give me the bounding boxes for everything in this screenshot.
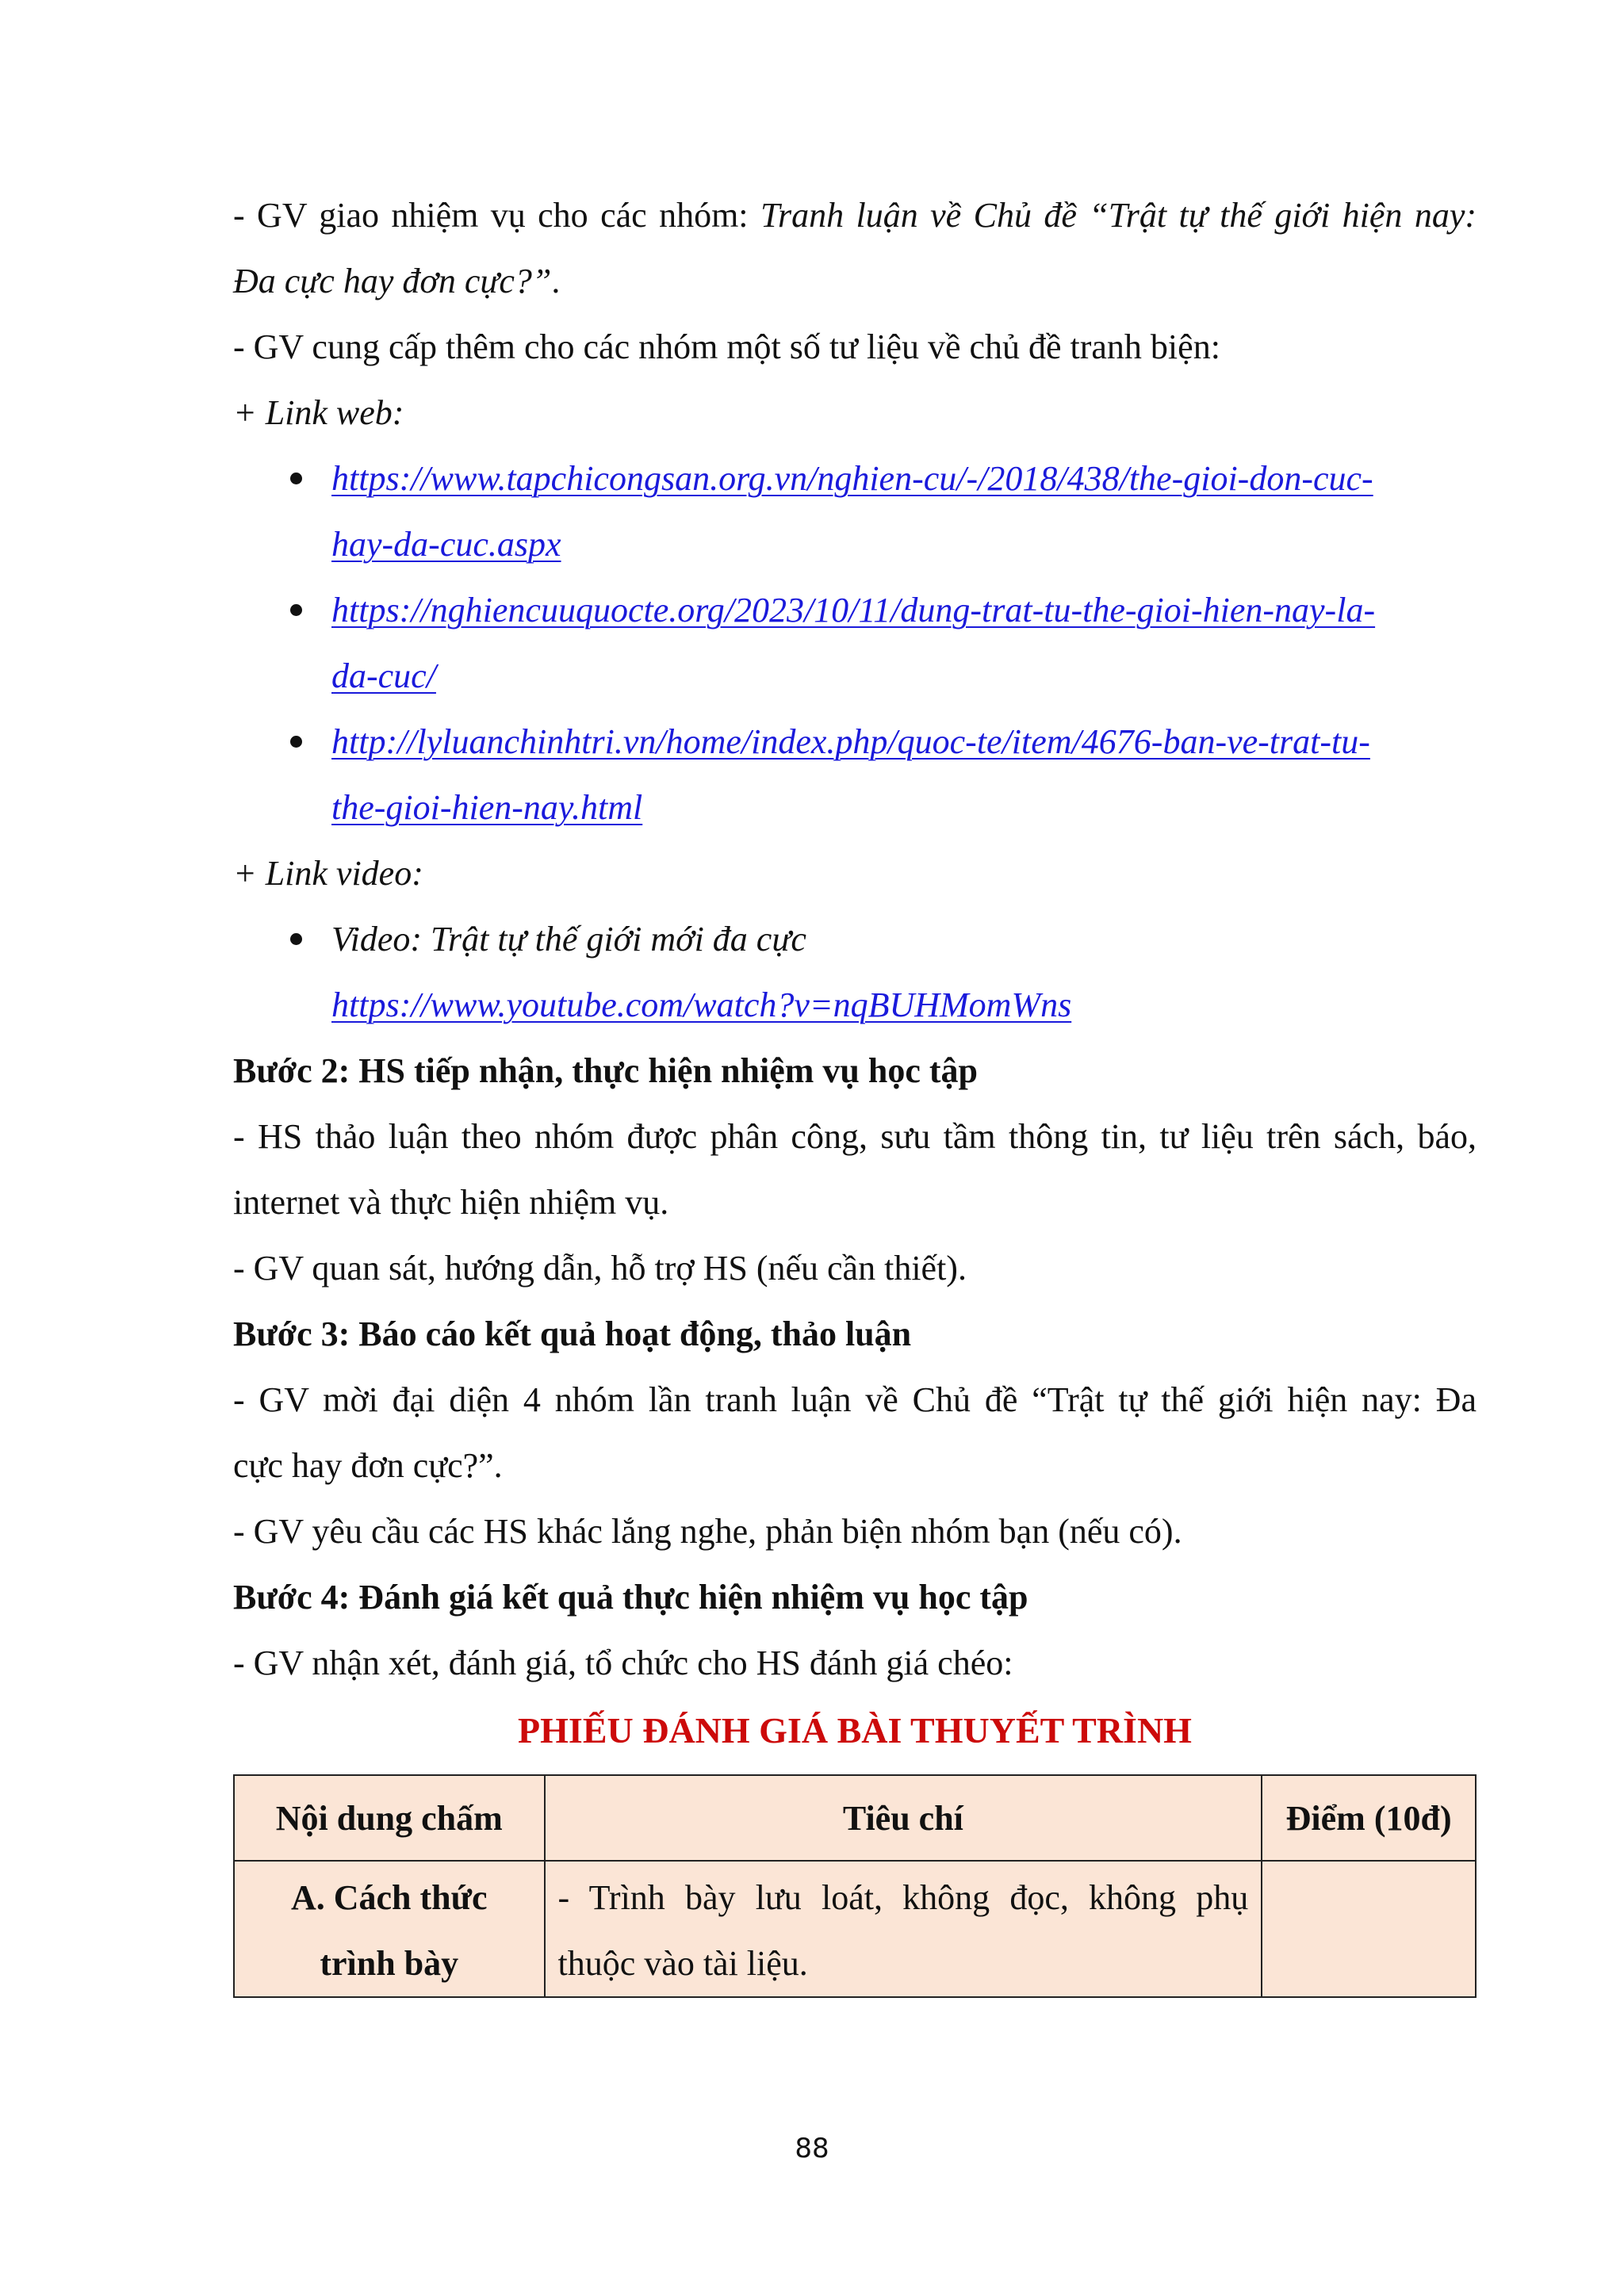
paragraph-materials: - GV cung cấp thêm cho các nhóm một số tư liệu về chủ đề tranh biện: [233, 327, 1220, 366]
task-topic-line1: Tranh luận về Chủ đề “Trật tự thế giới hiện nay: [760, 196, 1477, 235]
cell-content-line1: A. Cách thức [290, 1878, 488, 1917]
paragraph-task-cont [233, 248, 1477, 314]
cell-score [1262, 1861, 1476, 1997]
video-link[interactable]: https://www.youtube.com/watch?v=nqBUHMomWns [331, 985, 1072, 1024]
video-title: Video: Trật tự thế giới mới đa cực [331, 920, 806, 959]
step3-text-line2: cực hay đơn cực?”. [233, 1446, 503, 1485]
task-end: . [551, 262, 561, 300]
step4-heading: Bước 4: Đánh giá kết quả thực hiện nhiệm vụ học tập [233, 1578, 1028, 1617]
step2-heading: Bước 2: HS tiếp nhận, thực hiện nhiệm vụ học tập [233, 1051, 978, 1090]
link-web-label: + Link web: [233, 393, 404, 432]
task-prefix: - GV giao nhiệm vụ cho các nhóm: [233, 196, 760, 235]
cell-criteria [545, 1861, 1262, 1997]
step3-text-line3: - GV yêu cầu các HS khác lắng nghe, phản biện nhóm bạn (nếu có). [233, 1512, 1182, 1551]
table-row [234, 1861, 1476, 1997]
document-body [233, 182, 1477, 1763]
step2-text-line2: internet và thực hiện nhiệm vụ. [233, 1183, 669, 1222]
evaluation-table [233, 1774, 1477, 1998]
cell-criteria-line2: thuộc vào tài liệu. [557, 1944, 808, 1983]
web-link-1[interactable]: https://www.tapchicongsan.org.vn/nghien-cu/-/2018/438/the-gioi-don-cuc- [331, 459, 1373, 498]
list-item [233, 709, 1477, 840]
cell-content [234, 1861, 545, 1997]
step4-text-line1: - GV nhận xét, đánh giá, tổ chức cho HS đánh giá chéo: [233, 1644, 1013, 1682]
list-item [233, 577, 1477, 709]
web-link-2[interactable]: https://nghiencuuquocte.org/2023/10/11/dung-trat-tu-the-gioi-hien-nay-la- [331, 591, 1376, 629]
header-criteria: Tiêu chí [545, 1775, 1262, 1861]
paragraph-task [233, 182, 1477, 248]
page-number: 88 [795, 2133, 829, 2164]
cell-criteria-line1: - Trình bày lưu loát, không đọc, không phụ [557, 1878, 1249, 1917]
step3-text-line1: - GV mời đại diện 4 nhóm lần tranh luận về Chủ đề “Trật tự thế giới hiện nay: Đa [233, 1380, 1477, 1419]
step2-text-line1: - HS thảo luận theo nhóm được phân công, sưu tầm thông tin, tư liệu trên sách, báo, [233, 1117, 1477, 1156]
list-item [233, 906, 1477, 1038]
table-header-row [234, 1775, 1476, 1861]
step2-text-line3: - GV quan sát, hướng dẫn, hỗ trợ HS (nếu cần thiết). [233, 1249, 967, 1288]
list-item [233, 446, 1477, 577]
web-link-1-cont[interactable]: hay-da-cuc.aspx [331, 525, 561, 564]
form-title: PHIẾU ĐÁNH GIÁ BÀI THUYẾT TRÌNH [518, 1710, 1192, 1751]
task-topic-line2: Đa cực hay đơn cực?” [233, 262, 552, 300]
header-score: Điểm (10đ) [1262, 1775, 1476, 1861]
step3-heading: Bước 3: Báo cáo kết quả hoạt động, thảo luận [233, 1314, 912, 1353]
web-link-3-cont[interactable]: the-gioi-hien-nay.html [331, 788, 643, 827]
link-video-label: + Link video: [233, 854, 423, 893]
web-link-2-cont[interactable]: da-cuc/ [331, 656, 436, 695]
web-link-list [233, 446, 1477, 840]
cell-content-line2: trình bày [320, 1944, 459, 1983]
web-link-3[interactable]: http://lyluanchinhtri.vn/home/index.php/quoc-te/item/4676-ban-ve-trat-tu- [331, 722, 1370, 761]
header-content: Nội dung chấm [234, 1775, 545, 1861]
